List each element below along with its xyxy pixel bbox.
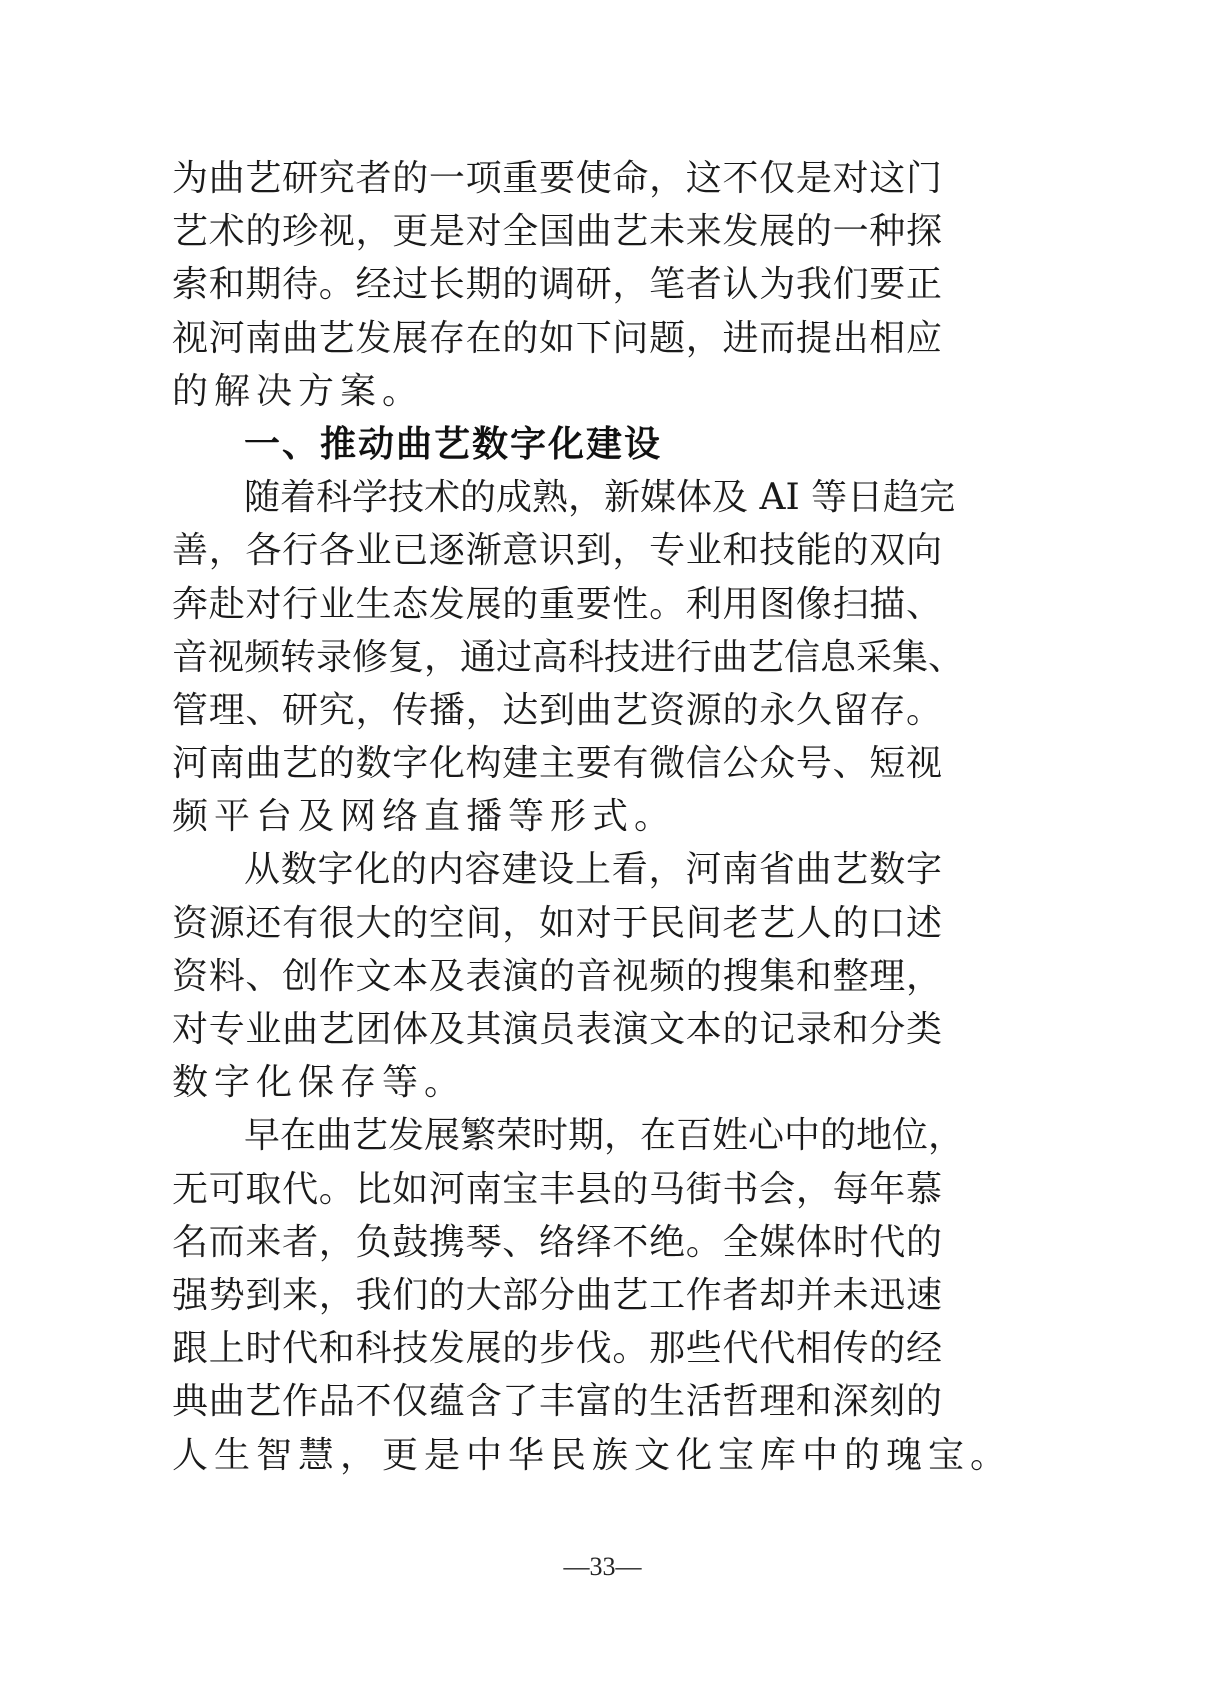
- text-line: 艺术的珍视，更是对全国曲艺未来发展的一种探: [172, 211, 942, 253]
- text-line: 典曲艺作品不仅蕴含了丰富的生活哲理和深刻的: [172, 1381, 942, 1423]
- text-line: 奔赴对行业生态发展的重要性。利用图像扫描、: [172, 583, 942, 625]
- text-line: 对专业曲艺团体及其演员表演文本的记录和分类: [172, 1009, 942, 1050]
- text-line: 为曲艺研究者的一项重要使命，这不仅是对这门: [172, 158, 942, 199]
- page-number: —33—: [563, 1552, 642, 1581]
- text-line: 跟上时代和科技发展的步伐。那些代代相传的经: [172, 1328, 942, 1370]
- text-line: 频平台及网络直播等形式。: [172, 796, 677, 838]
- text-line: 名而来者，负鼓携琴、络绎不绝。全媒体时代的: [172, 1221, 942, 1263]
- text-line: 音视频转录修复，通过高科技进行曲艺信息采集、: [172, 636, 965, 678]
- text-line: 资料、创作文本及表演的音视频的搜集和整理，: [172, 955, 942, 997]
- text-line: 随着科学技术的成熟，新媒体及 AI 等日趋完: [244, 477, 956, 519]
- section-heading: 一、推动曲艺数字化建设: [244, 423, 663, 465]
- text-line: 河南曲艺的数字化构建主要有微信公众号、短视: [172, 743, 942, 785]
- text-line: 数字化保存等。: [172, 1062, 467, 1104]
- paragraph: [172, 471, 965, 843]
- text-line: 从数字化的内容建设上看，河南省曲艺数字: [244, 849, 942, 891]
- paragraph: [172, 1109, 1013, 1481]
- document-body: [172, 152, 1013, 1482]
- text-line: 强势到来，我们的大部分曲艺工作者却并未迅速: [172, 1274, 942, 1316]
- text-line: 无可取代。比如河南宝丰县的马街书会，每年慕: [172, 1168, 942, 1210]
- paragraph: [172, 152, 942, 418]
- text-line: 视河南曲艺发展存在的如下问题，进而提出相应: [172, 317, 942, 359]
- paragraph: [172, 843, 942, 1109]
- text-line: 人生智慧，更是中华民族文化宝库中的瑰宝。: [172, 1434, 1013, 1476]
- text-line: 善，各行各业已逐渐意识到，专业和技能的双向: [172, 530, 942, 572]
- text-line: 的解决方案。: [172, 370, 425, 412]
- text-line: 索和期待。经过长期的调研，笔者认为我们要正: [172, 264, 942, 306]
- text-line: 早在曲艺发展繁荣时期，在百姓心中的地位，: [244, 1115, 965, 1157]
- text-line: 资源还有很大的空间，如对于民间老艺人的口述: [172, 902, 942, 944]
- text-line: 管理、研究，传播，达到曲艺资源的永久留存。: [172, 689, 942, 731]
